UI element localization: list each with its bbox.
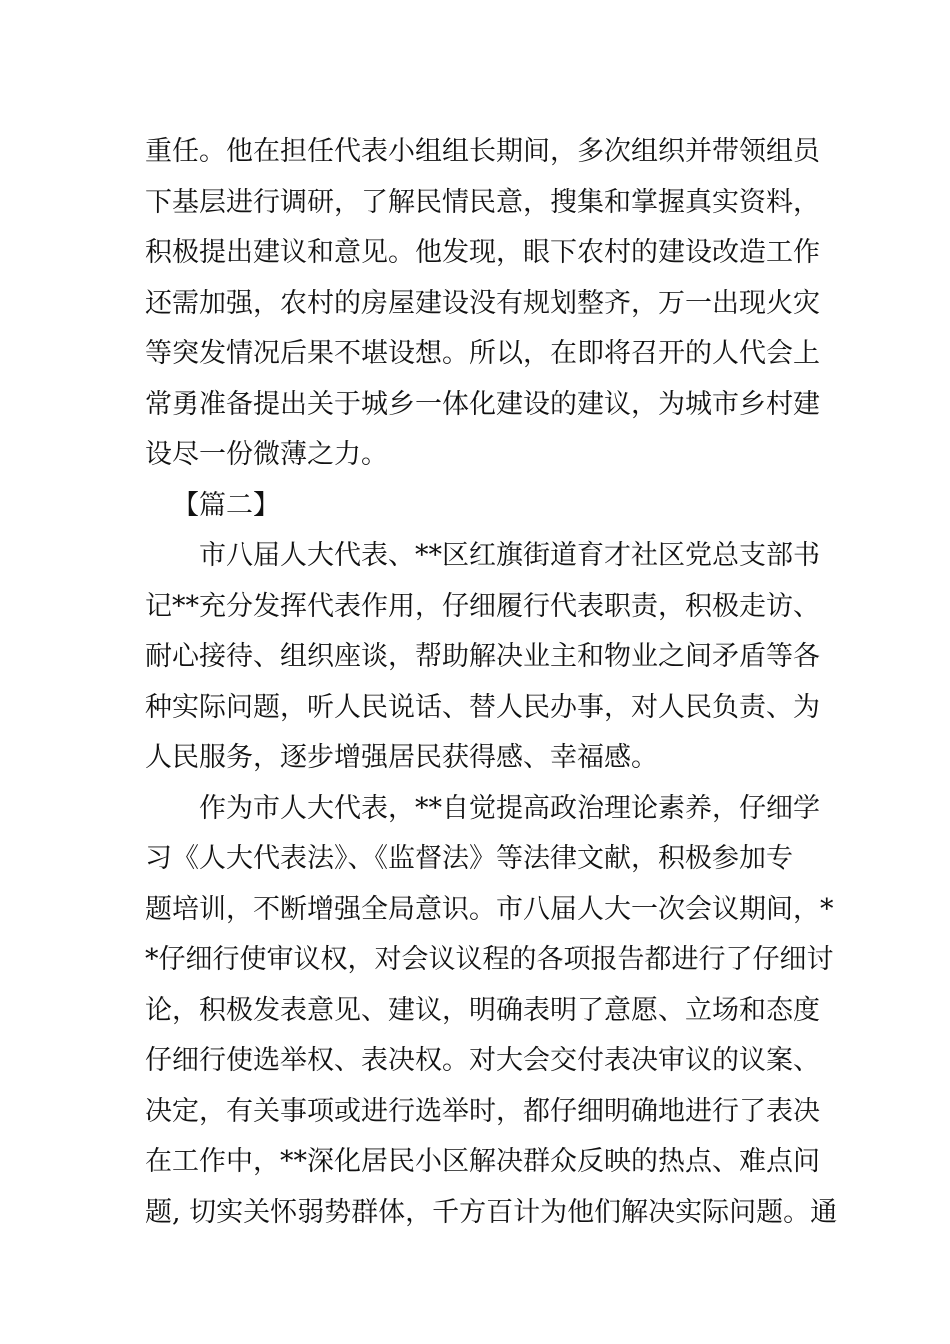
text-line: 重任。他在担任代表小组组长期间，多次组织并带领组员 <box>145 136 820 167</box>
text-line: 耐心接待、组织座谈，帮助解决业主和物业之间矛盾等各 <box>145 641 820 672</box>
text-line: 还需加强，农村的房屋建设没有规划整齐，万一出现火灾 <box>145 287 820 319</box>
text-line: 论，积极发表意见、建议，明确表明了意愿、立场和态度 <box>145 994 820 1026</box>
text-line: 常勇准备提出关于城乡一体化建设的建议，为城市乡村建 <box>145 388 820 420</box>
text-line: 积极提出建议和意见。他发现，眼下农村的建设改造工作 <box>145 237 820 268</box>
text-line: *仔细行使审议权，对会议议程的各项报告都进行了仔细讨 <box>145 944 834 975</box>
paragraph-first-line: 作为市人大代表，**自觉提高政治理论素养，仔细学 <box>199 792 820 824</box>
text-line: 题, 切实关怀弱势群体，千方百计为他们解决实际问题。通 <box>145 1196 838 1228</box>
document-body <box>145 127 838 1238</box>
text-line: 记**充分发挥代表作用，仔细履行代表职责，积极走访、 <box>145 590 820 622</box>
text-line: 习《人大代表法》、《监督法》等法律文献，积极参加专 <box>145 843 793 874</box>
paragraph-first-line: 市八届人大代表、**区红旗街道育才社区党总支部书 <box>199 540 820 571</box>
text-line: 题培训，不断增强全局意识。市八届人大一次会议期间，* <box>145 893 834 925</box>
text-line: 决定，有关事项或进行选举时，都仔细明确地进行了表决 <box>145 1095 820 1127</box>
section-heading: 【篇二】 <box>172 489 280 521</box>
text-line: 种实际问题，听人民说话、替人民办事，对人民负责、为 <box>145 691 820 723</box>
text-line: 下基层进行调研，了解民情民意，搜集和掌握真实资料， <box>145 186 820 218</box>
text-line: 仔细行使选举权、表决权。对大会交付表决审议的议案、 <box>145 1045 820 1076</box>
text-line: 等突发情况后果不堪设想。所以，在即将召开的人代会上 <box>145 338 820 369</box>
text-line: 设尽一份微薄之力。 <box>145 439 388 470</box>
text-line: 人民服务，逐步增强居民获得感、幸福感。 <box>145 742 658 773</box>
text-line: 在工作中，**深化居民小区解决群众反映的热点、难点问 <box>145 1146 820 1177</box>
